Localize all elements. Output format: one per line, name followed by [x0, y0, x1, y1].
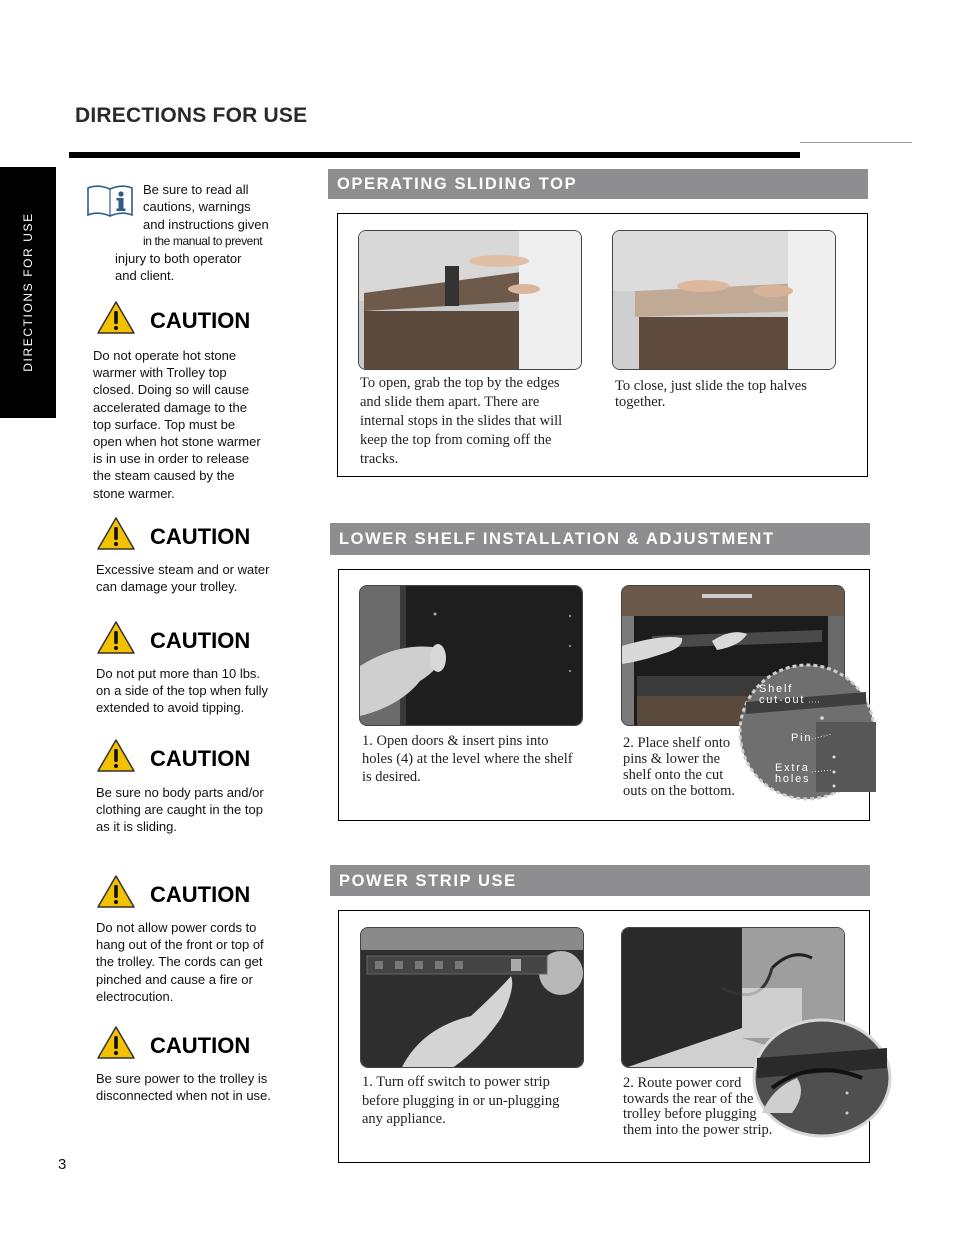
photo-closing-top: [612, 230, 836, 370]
warning-triangle-icon: [96, 300, 136, 336]
info-line: and instructions given: [143, 217, 269, 232]
caution-text: Be sure power to the trolley is disconnected when not in use.: [96, 1071, 271, 1104]
caption-place-shelf: 2. Place shelf onto pins & lower the shelf onto the cut outs on the bottom.: [623, 735, 735, 799]
warning-triangle-icon: [96, 738, 136, 774]
caution-text: Be sure no body parts and/or clothing are caught in the top as it is sliding.: [96, 785, 264, 835]
callout-pin: Pin: [791, 732, 813, 744]
photo-opening-top: [358, 230, 582, 370]
caution-text: Excessive steam and or water can damage your trolley.: [96, 562, 270, 595]
section-heading-power-strip: POWER STRIP USE: [330, 865, 870, 896]
warning-triangle-icon: [96, 1025, 136, 1061]
caution-text: Do not put more than 10 lbs. on a side of the top when fully extended to avoid tipping.: [96, 666, 269, 716]
photo-power-switch: [360, 927, 584, 1068]
header-thin-rule: [800, 142, 912, 143]
side-tab-label: DIRECTIONS FOR USE: [21, 212, 35, 372]
caption-open-top: To open, grab the top by the edges and slide them apart. There are internal stops in the slides that will keep the top from coming off the tracks.: [360, 375, 563, 467]
page-title: DIRECTIONS FOR USE: [75, 104, 308, 127]
info-line: in the manual to prevent: [143, 234, 263, 248]
caution-heading: CAUTION: [150, 628, 251, 653]
callout-extra-holes: Extra holes: [775, 762, 811, 785]
info-manual-icon: [86, 184, 134, 218]
caution-heading: CAUTION: [150, 1033, 251, 1058]
caption-insert-pins: 1. Open doors & insert pins into holes (4) at the level where the shelf is desired.: [362, 733, 573, 785]
warning-triangle-icon: [96, 516, 136, 552]
info-line: cautions, warnings: [143, 199, 251, 214]
caution-heading: CAUTION: [150, 746, 251, 771]
section-heading-lower-shelf: LOWER SHELF INSTALLATION & ADJUSTMENT: [330, 523, 870, 555]
caption-close-top: To close, just slide the top halves together.: [615, 378, 807, 410]
header-rule: [69, 152, 800, 158]
section-heading-sliding-top: OPERATING SLIDING TOP: [328, 169, 868, 199]
caption-power-switch: 1. Turn off switch to power strip before plugging in or un-plugging any appliance.: [362, 1074, 560, 1127]
warning-triangle-icon: [96, 620, 136, 656]
info-line: injury to both operator: [115, 251, 242, 266]
callout-shelf-cutout: Shelf cut-out: [759, 683, 806, 706]
photo-insert-pins: [359, 585, 583, 726]
caption-route-cord: 2. Route power cord towards the rear of the trolley before plugging them into the power strip.: [623, 1075, 773, 1138]
caution-text: Do not allow power cords to hang out of the front or top of the trolley. The cords can get pinched and cause a fire or electrocution.: [96, 920, 264, 1004]
caution-heading: CAUTION: [150, 524, 251, 549]
page-number: 3: [58, 1156, 67, 1173]
caution-heading: CAUTION: [150, 308, 251, 333]
side-tab: [0, 167, 56, 418]
info-line: and client.: [115, 268, 175, 283]
warning-triangle-icon: [96, 874, 136, 910]
info-line: Be sure to read all: [143, 182, 249, 197]
caution-heading: CAUTION: [150, 882, 251, 907]
caution-text: Do not operate hot stone warmer with Trolley top closed. Doing so will cause accelerated damage to the top surface. Top must be open when hot stone warmer is in use in order to release the steam caused by the stone warmer.: [93, 348, 261, 501]
